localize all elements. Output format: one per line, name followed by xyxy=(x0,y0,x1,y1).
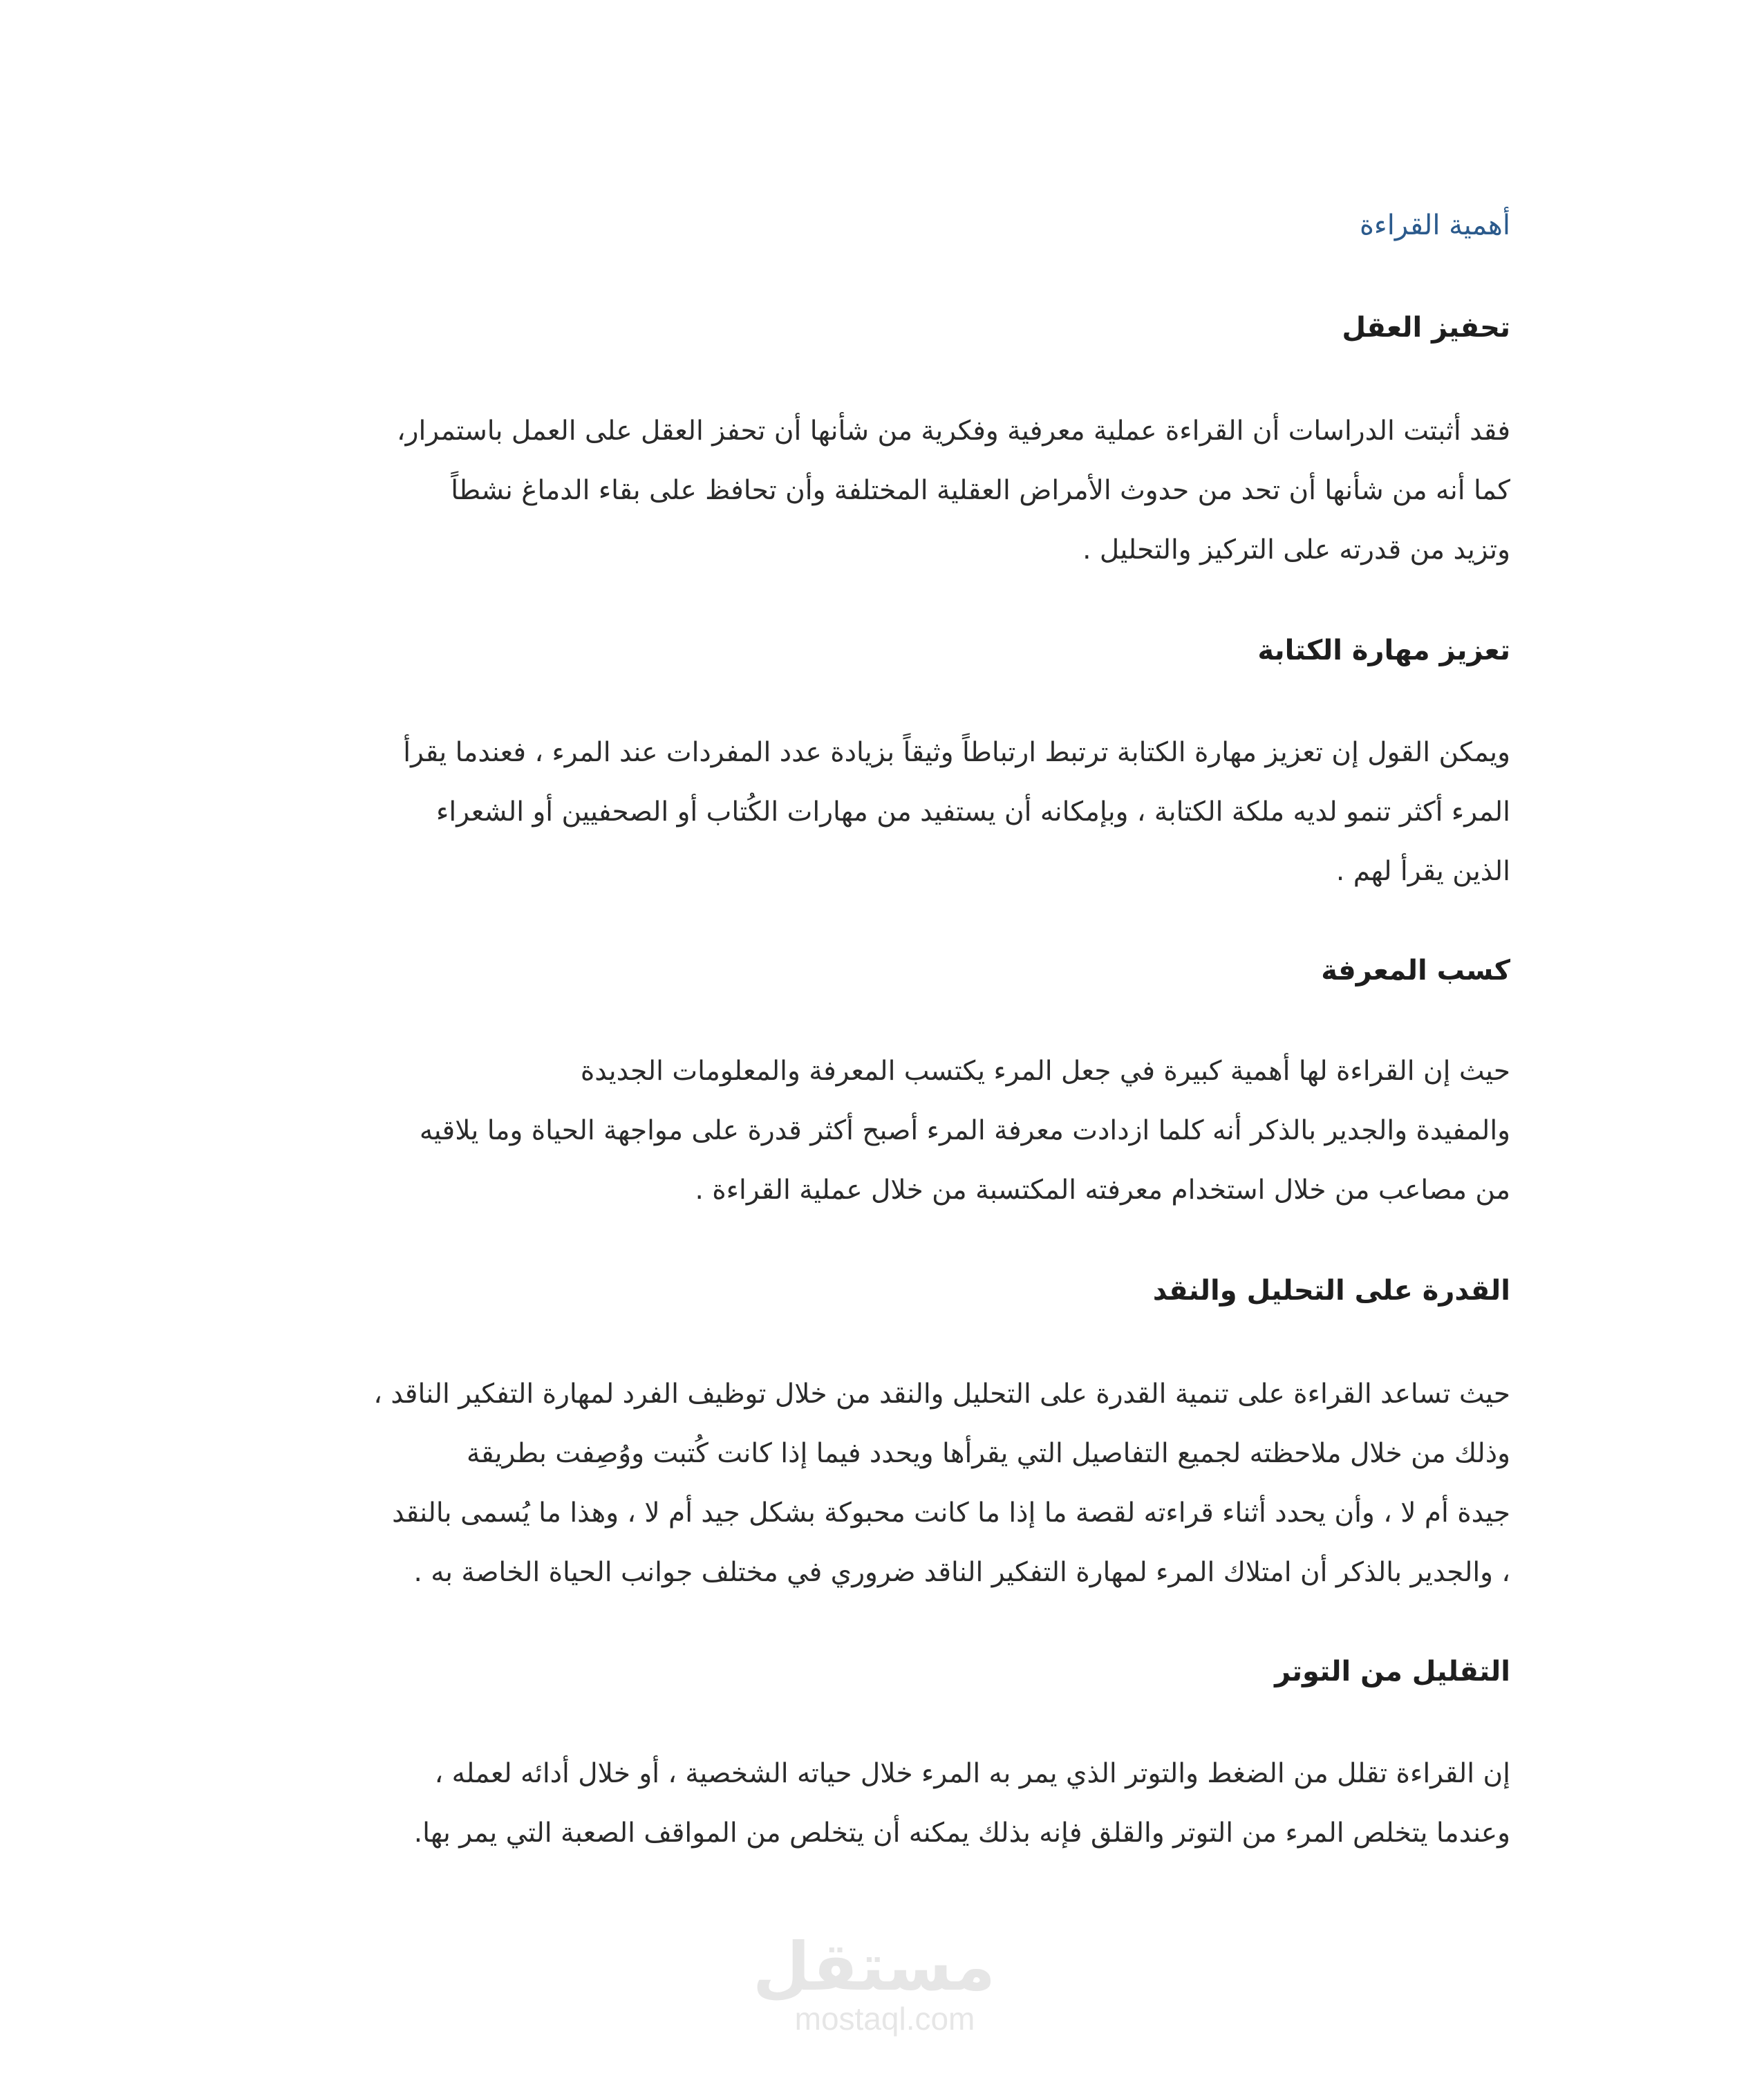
section-paragraph xyxy=(420,1042,1510,1220)
mostaql-watermark-logo xyxy=(752,1928,995,2037)
paragraph-line: الذين يقرأ لهم . xyxy=(1335,856,1510,887)
section-heading: التقليل من التوتر xyxy=(1275,1656,1510,1688)
paragraph-line: حيث إن القراءة لها أهمية كبيرة في جعل المرء يكتسب المعرفة والمعلومات الجديدة xyxy=(580,1056,1510,1087)
paragraph-line: فقد أثبتت الدراسات أن القراءة عملية معرفية وفكرية من شأنها أن تحفز العقل على العمل باستمرار، xyxy=(397,415,1510,447)
section-heading: كسب المعرفة xyxy=(1321,955,1510,987)
section-paragraph xyxy=(397,402,1510,580)
paragraph-line: من مصاعب من خلال استخدام معرفته المكتسبة من خلال عملية القراءة . xyxy=(695,1175,1510,1206)
paragraph-line: كما أنه من شأنها أن تحد من حدوث الأمراض العقلية المختلفة وأن تحافظ على بقاء الدماغ نشطاً xyxy=(451,475,1510,506)
paragraph-line: ويمكن القول إن تعزيز مهارة الكتابة ترتبط ارتباطاً وثيقاً بزيادة عدد المفردات عند المرء ، فعندما يقرأ xyxy=(403,737,1510,768)
section-heading: تعزيز مهارة الكتابة xyxy=(1257,635,1510,666)
paragraph-line: وذلك من خلال ملاحظته لجميع التفاصيل التي يقرأها ويحدد فيما إذا كانت كُتبت ووُصِفت بطريقة xyxy=(466,1438,1510,1469)
paragraph-line: وتزيد من قدرته على التركيز والتحليل . xyxy=(1082,534,1510,566)
paragraph-line: حيث تساعد القراءة على تنمية القدرة على التحليل والنقد من خلال توظيف الفرد لمهارة التفكير الناقد ، xyxy=(373,1379,1510,1410)
paragraph-line: وعندما يتخلص المرء من التوتر والقلق فإنه بذلك يمكنه أن يتخلص من المواقف الصعبة التي يمر بها. xyxy=(413,1818,1510,1849)
section-paragraph xyxy=(414,1744,1510,1863)
watermark-latin: mostaql.com xyxy=(794,2001,975,2037)
page-title: أهمية القراءة xyxy=(1359,209,1510,241)
paragraph-line: المرء أكثر تنمو لديه ملكة الكتابة ، وبإمكانه أن يستفيد من مهارات الكُتاب أو الصحفيين أو الشعراء xyxy=(436,796,1510,828)
section-paragraph xyxy=(373,1365,1510,1603)
section-heading: القدرة على التحليل والنقد xyxy=(1152,1275,1510,1307)
paragraph-line: ، والجدير بالذكر أن امتلاك المرء لمهارة التفكير الناقد ضروري في مختلف جوانب الحياة الخاصة به . xyxy=(413,1557,1510,1588)
section-paragraph xyxy=(403,723,1510,901)
paragraph-line: والمفيدة والجدير بالذكر أنه كلما ازدادت معرفة المرء أصبح أكثر قدرة على مواجهة الحياة وما يلاقيه xyxy=(419,1115,1510,1146)
paragraph-line: إن القراءة تقلل من الضغط والتوتر الذي يمر به المرء خلال حياته الشخصية ، أو خلال أدائه لعمله ، xyxy=(434,1758,1510,1789)
section-heading: تحفيز العقل xyxy=(1342,312,1510,344)
watermark-arabic: مستقل xyxy=(752,1928,995,2006)
paragraph-line: جيدة أم لا ، وأن يحدد أثناء قراءته لقصة ما إذا ما كانت محبوكة بشكل جيد أم لا ، وهذا ما يُسمى بالنقد xyxy=(392,1497,1510,1529)
